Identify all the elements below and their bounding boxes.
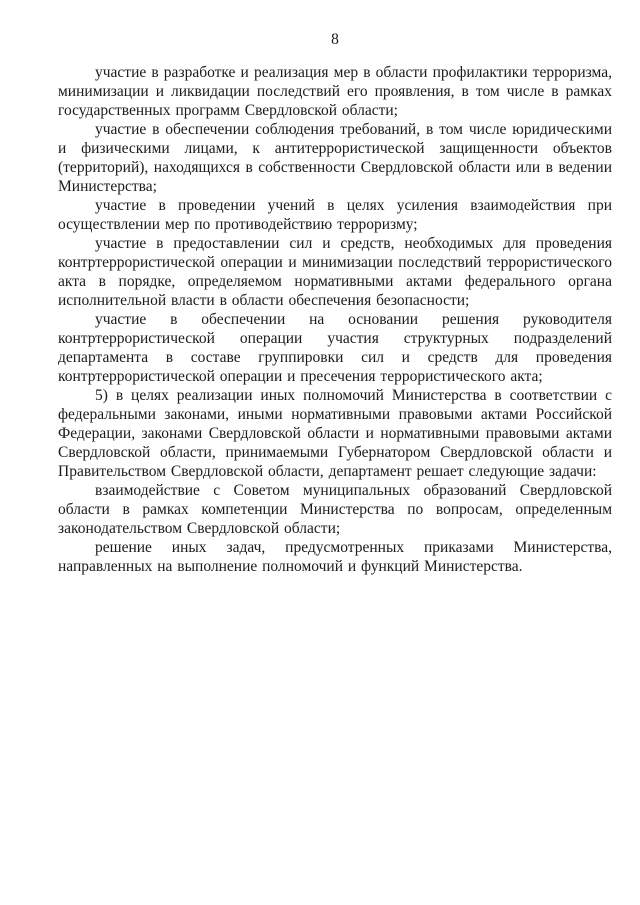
paragraph-forces-provision: участие в предоставлении сил и средств, необходимых для проведения контртеррористической операции и минимизации последствий террористического акта в порядке, определяемом нормативными актами федерального органа исполнительной власти в области обеспечения безопасности; [58, 235, 612, 309]
document-body [58, 63, 612, 576]
paragraph-antiterror-protection: участие в обеспечении соблюдения требований, в том числе юридическими и физическими лицами, к антитеррористической защищенности объектов (территорий), находящихся в собственности Свердловской области или в ведении Министерства; [58, 121, 612, 195]
paragraph-terrorism-prevention: участие в разработке и реализация мер в области профилактики терроризма, минимизации и ликвидации последствий его проявления, в том числе в рамках государственных программ Свердловской области; [58, 64, 612, 119]
paragraph-item-5-other-powers: 5) в целях реализации иных полномочий Министерства в соответствии с федеральными законами, иными нормативными правовыми актами Российской Федерации, законами Свердловской области и нормативными правовыми актами Свердловской области, принимаемыми Губернатором Свердловской области и Правительством Свердловской области, департамент решает следующие задачи: [58, 387, 612, 480]
page-number: 8 [331, 31, 339, 48]
paragraph-municipal-council-interaction: взаимодействие с Советом муниципальных образований Свердловской области в рамках компетенции Министерства по вопросам, определенным законодательством Свердловской области; [58, 482, 612, 537]
paragraph-other-tasks: решение иных задач, предусмотренных приказами Министерства, направленных на выполнение полномочий и функций Министерства. [58, 539, 612, 575]
paragraph-operation-participation: участие в обеспечении на основании решения руководителя контртеррористической операции участия структурных подразделений департамента в составе группировки сил и средств для проведения контртеррористической операции и пресечения террористического акта; [58, 311, 612, 385]
paragraph-training-exercises: участие в проведении учений в целях усиления взаимодействия при осуществлении мер по противодействию терроризму; [58, 197, 612, 233]
